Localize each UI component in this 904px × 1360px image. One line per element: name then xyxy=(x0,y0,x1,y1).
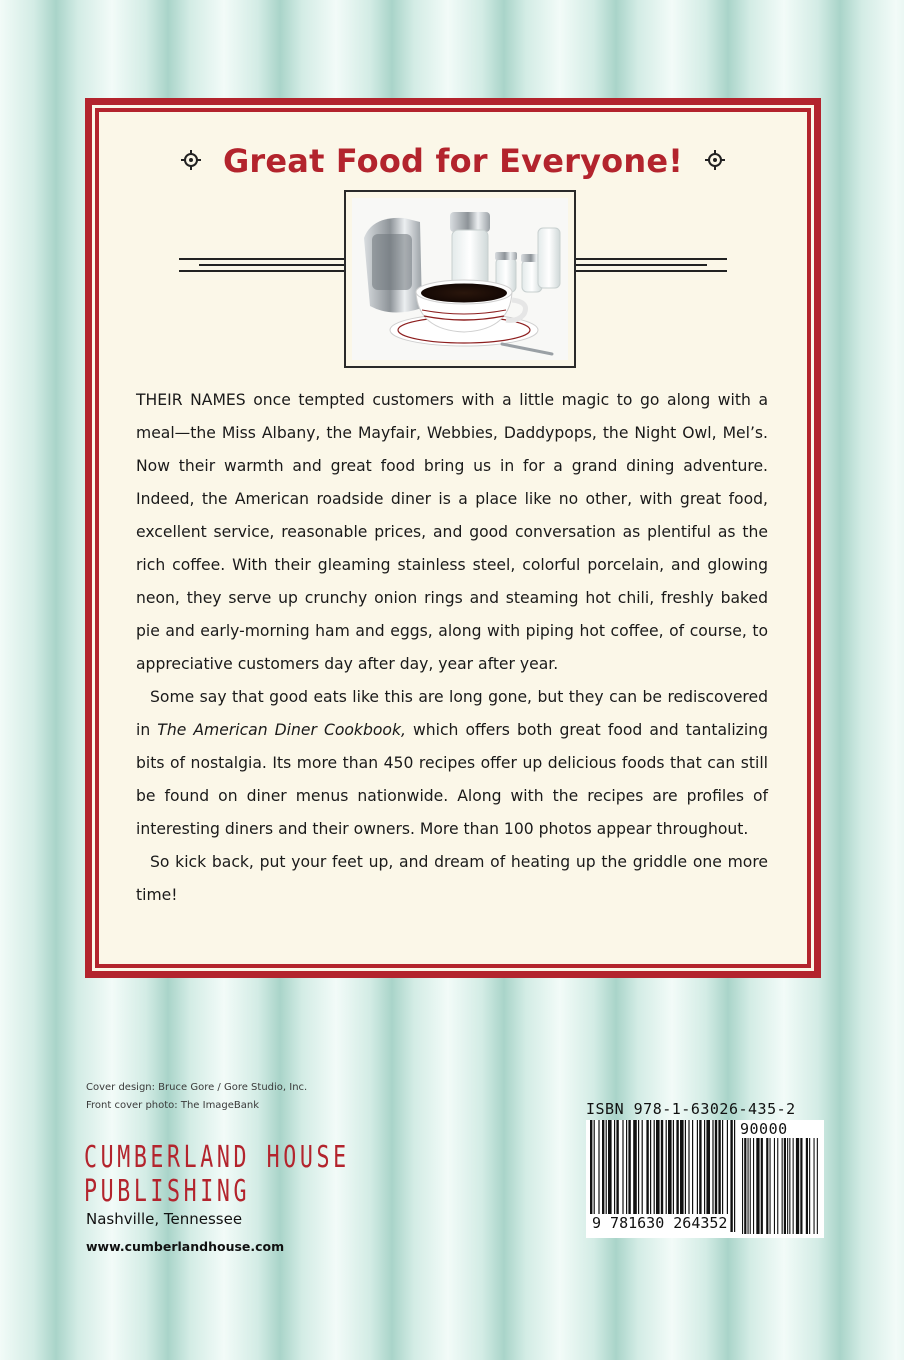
headline xyxy=(99,142,807,180)
panel-border-red xyxy=(95,108,811,968)
cover-design-credit: Cover design: Bruce Gore / Gore Studio, Inc. xyxy=(86,1082,308,1093)
paragraph-2 xyxy=(136,681,768,846)
paragraph-1: THEIR NAMES once tempted customers with a little magic to go along with a meal—the Miss Albany, the Mayfair, Webbies, Daddypops, the Night Owl, Mel’s. Now their warmth and great food bring us in for a grand dining adventure. Indeed, the American roadside diner is a place like no other, with great food, excellent service, reasonable prices, and good conversation as plentiful as the rich coffee. With their gleaming stainless steel, colorful porcelain, and glowing neon, they serve up crunchy onion rings and steaming hot chili, freshly baked pie and early-morning ham and eggs, along with piping hot coffee, of course, to appreciative customers day after day, year after year. xyxy=(136,391,768,673)
compass-ornament-icon-right xyxy=(705,150,725,170)
book-title: The American Diner Cookbook, xyxy=(157,721,406,739)
paragraph-2-end: which offers both great food and tantalizing bits of nostalgia. Its more than 450 recipes offer up delicious foods that can still be found on diner menus nationwide. Along with the recipes are profiles of interesting diners and their owners. More than 100 photos appear throughout. xyxy=(136,721,768,838)
paragraph-3: So kick back, put your feet up, and dream of heating up the griddle one more time! xyxy=(136,853,768,904)
photo-frame xyxy=(344,190,576,368)
publisher-city: Nashville, Tennessee xyxy=(86,1210,243,1228)
publisher-name-line1: CUMBERLAND HOUSE xyxy=(84,1140,350,1175)
compass-ornament-icon-left xyxy=(181,150,201,170)
publisher-name-line2: PUBLISHING xyxy=(84,1174,251,1209)
panel-border-cream xyxy=(92,105,814,971)
description-text xyxy=(136,384,768,912)
isbn-barcode xyxy=(586,1100,824,1240)
barcode-addon-digits: 90000 xyxy=(740,1120,788,1138)
paragraph-2-start: Some say that good eats like this are long gone, but they can be rediscovered in xyxy=(136,688,768,739)
cover-photo-credit: Front cover photo: The ImageBank xyxy=(86,1100,260,1111)
description-panel xyxy=(85,98,821,978)
headline-text: Great Food for Everyone! xyxy=(222,142,684,180)
barcode-ean-digits: 9 781630 264352 xyxy=(592,1214,728,1232)
publisher-url: www.cumberlandhouse.com xyxy=(86,1239,285,1254)
isbn-number: ISBN 978-1-63026-435-2 xyxy=(586,1100,796,1118)
diner-coffee-cup-photo xyxy=(352,198,568,360)
panel-content xyxy=(99,112,807,964)
